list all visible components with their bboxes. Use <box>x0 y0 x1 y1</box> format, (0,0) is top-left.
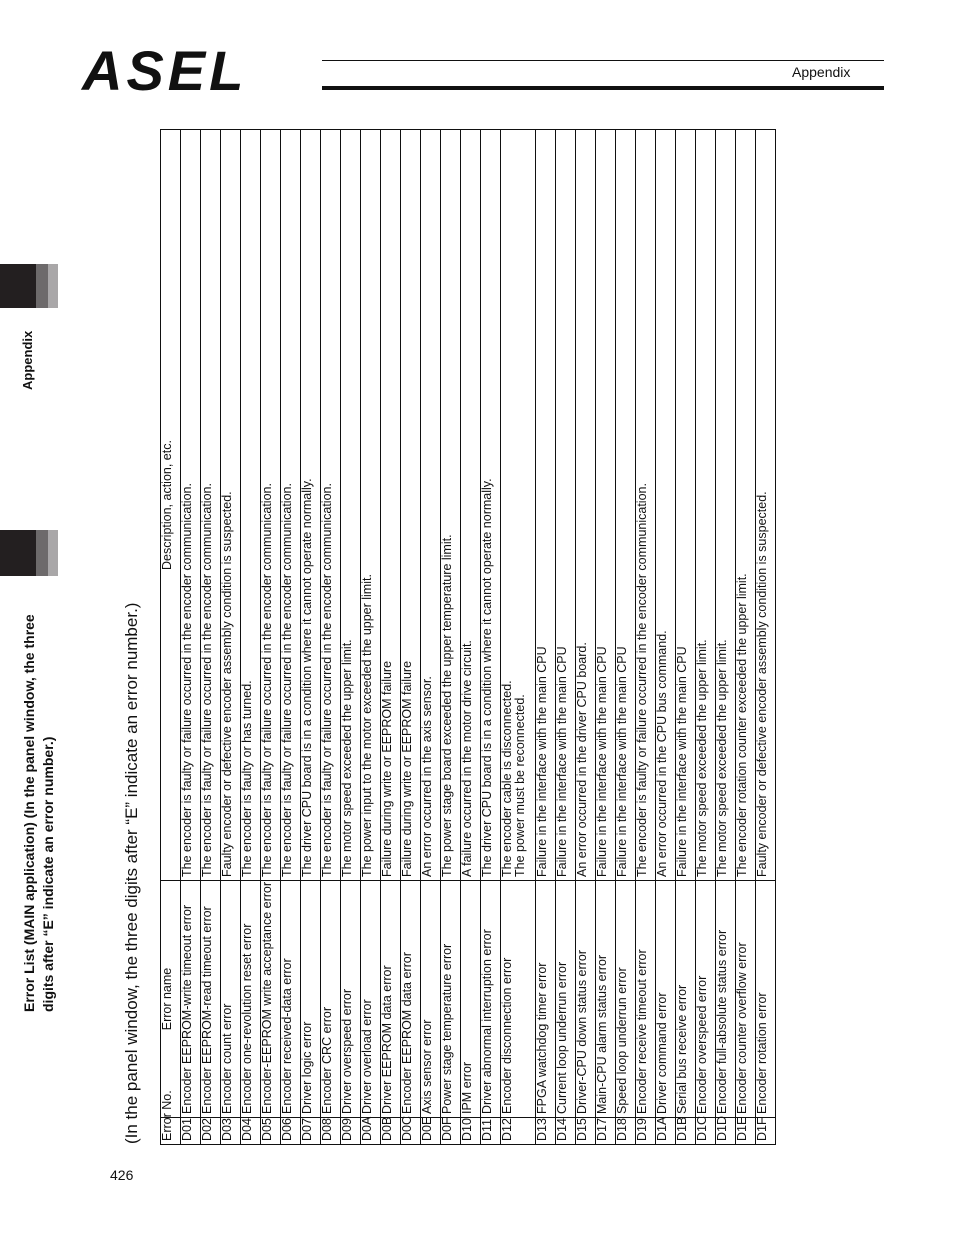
cell-error-no <box>715 1115 736 1145</box>
cell-error-name-text: Encoder EEPROM-write timeout error <box>180 904 194 1114</box>
cell-description <box>536 130 556 881</box>
cell-error-name <box>441 881 461 1118</box>
cell-error-no <box>556 1118 576 1145</box>
header-rule-thick <box>322 86 884 90</box>
cell-error-name <box>656 881 676 1118</box>
asel-logo <box>80 39 320 102</box>
cell-error-no-text: D13 <box>535 1118 549 1141</box>
cell-description-text: The power input to the motor exceeded the upper limit. <box>360 574 374 877</box>
cell-description-text: The driver CPU board is in a condition where it cannot operate normally. <box>300 478 314 877</box>
cell-error-no-text: D09 <box>340 1118 354 1141</box>
cell-error-name-text: Encoder count error <box>220 1003 234 1114</box>
cell-error-name-text: Power stage temperature error <box>440 943 454 1114</box>
cell-error-name-text: Encoder rotation error <box>755 992 769 1114</box>
table-row <box>201 130 221 1145</box>
cell-error-no-text: D04 <box>240 1118 254 1141</box>
cell-error-name <box>616 881 636 1118</box>
cell-description-text: Failure during write or EEPROM failure <box>380 660 394 877</box>
cell-error-name-text: Encoder EEPROM data error <box>400 952 414 1114</box>
cell-error-no-text: D19 <box>635 1118 649 1141</box>
cell-error-no <box>616 1118 636 1145</box>
cell-error-no-text: D12 <box>500 1118 514 1141</box>
cell-error-name <box>461 881 481 1118</box>
cell-error-name <box>281 881 301 1118</box>
cell-error-name <box>716 881 736 1118</box>
cell-error-name <box>501 881 536 1118</box>
cell-error-no-text: D10 <box>460 1118 474 1141</box>
cell-error-no-text: D05 <box>260 1118 274 1141</box>
cell-error-name <box>201 881 221 1118</box>
cell-error-no <box>501 1118 536 1145</box>
cell-error-name <box>381 881 401 1118</box>
cell-description-text: Failure in the interface with the main CPU <box>535 646 549 877</box>
cell-error-no <box>421 1118 441 1145</box>
cell-error-no-text: D0E <box>420 1116 434 1141</box>
cell-error-name-text: Speed loop underrun error <box>615 967 629 1114</box>
cell-error-name-text: Encoder EEPROM-read timeout error <box>200 906 214 1114</box>
cell-error-no <box>736 1118 756 1145</box>
cell-description <box>441 130 461 881</box>
cell-description <box>676 130 696 881</box>
cell-error-name <box>696 881 716 1118</box>
cell-error-name-text: Encoder disconnection error <box>500 957 514 1114</box>
cell-description <box>596 130 616 881</box>
cell-description-text: The motor speed exceeded the upper limit. <box>715 639 729 877</box>
cell-error-name-text: IPM error <box>460 1061 474 1114</box>
table-header-row <box>161 130 181 1145</box>
cell-error-no-text: D03 <box>220 1118 234 1141</box>
cell-description <box>281 130 301 881</box>
cell-error-no <box>221 1118 241 1145</box>
cell-description-text: The encoder is faulty or has turned. <box>240 680 254 877</box>
table-row <box>696 130 716 1145</box>
cell-description <box>181 130 201 881</box>
cell-error-no <box>656 1118 676 1145</box>
table-row <box>381 130 401 1145</box>
table-row <box>361 130 381 1145</box>
logo-text: ASEL <box>82 39 248 102</box>
cell-error-name-text: Encoder counter overflow error <box>735 942 749 1114</box>
table-row <box>341 130 361 1145</box>
cell-description <box>576 130 596 881</box>
cell-error-name-text: Encoder-EEPROM write acceptance error <box>260 881 274 1114</box>
cell-error-no-text: D0F <box>440 1117 454 1141</box>
cell-description <box>756 130 776 881</box>
cell-description <box>716 130 736 881</box>
cell-error-name <box>736 881 756 1118</box>
cell-error-no-text: D1F <box>755 1117 769 1141</box>
cell-description-text: The motor speed exceeded the upper limit. <box>340 639 354 877</box>
cell-error-name-text: Driver abnormal interruption error <box>480 929 494 1114</box>
header-section-label: Appendix <box>792 64 851 80</box>
cell-description <box>401 130 421 881</box>
cell-error-no-text: D1D <box>715 1115 729 1141</box>
cell-error-no <box>281 1118 301 1145</box>
error-table-container <box>160 130 792 1145</box>
cell-description <box>636 130 656 881</box>
cell-description-text: A failure occurred in the motor drive circuit. <box>460 640 474 877</box>
cell-error-no <box>341 1118 361 1145</box>
cell-error-name-text: Driver overload error <box>360 999 374 1114</box>
cell-description-text: The encoder is faulty or failure occurred in the encoder communication. <box>200 483 214 877</box>
cell-error-no-text: D18 <box>615 1118 629 1141</box>
cell-error-no-text: D14 <box>555 1118 569 1141</box>
cell-error-name <box>361 881 381 1118</box>
section-title: Error List (MAIN application) (In the panel window, the three digits after “E” indicate an error number.) <box>21 614 56 1012</box>
cell-error-name <box>261 881 281 1118</box>
cell-error-no-text: D02 <box>200 1118 214 1141</box>
cell-error-no <box>321 1118 341 1145</box>
cell-error-no <box>481 1118 501 1145</box>
table-row <box>536 130 556 1145</box>
section-subtitle: (In the panel window, the three digits after “E” indicate an error number.) <box>122 602 141 1144</box>
cell-error-no-text: D0B <box>380 1116 394 1141</box>
cell-error-name <box>221 881 241 1118</box>
cell-error-name <box>421 881 441 1118</box>
cell-error-name-text: Driver overspeed error <box>340 988 354 1114</box>
table-row <box>401 130 421 1145</box>
cell-error-name-text: Serial bus receive error <box>675 984 689 1114</box>
table-row <box>481 130 501 1145</box>
cell-description <box>301 130 321 881</box>
header-description: Description, action, etc. <box>161 130 181 881</box>
cell-description-text: Failure in the interface with the main CPU <box>675 646 689 877</box>
cell-description <box>201 130 221 881</box>
cell-error-no <box>756 1118 776 1145</box>
header-error-name: Error name <box>161 881 181 1118</box>
cell-error-no <box>361 1118 381 1145</box>
cell-error-no-text: D07 <box>300 1118 314 1141</box>
cell-error-name-text: Axis sensor error <box>420 1019 434 1114</box>
cell-error-name <box>321 881 341 1118</box>
table-row <box>716 130 736 1145</box>
cell-error-name <box>401 881 421 1118</box>
cell-error-no-text: D1E <box>735 1116 749 1141</box>
table-row <box>281 130 301 1145</box>
table-row <box>636 130 656 1145</box>
cell-description-text: The encoder is faulty or failure occurred in the encoder communication. <box>260 483 274 877</box>
cell-description-text: The encoder rotation counter exceeded the upper limit. <box>735 573 749 877</box>
table-row <box>576 130 596 1145</box>
cell-description <box>461 130 481 881</box>
cell-error-no-text: D1A <box>655 1116 669 1141</box>
cell-description-text: The driver CPU board is in a condition where it cannot operate normally. <box>480 478 494 877</box>
cell-error-no <box>301 1118 321 1145</box>
cell-error-name <box>481 881 501 1118</box>
cell-description-text: An error occurred in the CPU bus command. <box>655 630 669 877</box>
table-row <box>676 130 696 1145</box>
cell-error-name-text: Encoder one-revolution reset error <box>240 923 254 1114</box>
cell-error-name-text: Driver command error <box>655 992 669 1114</box>
cell-error-no <box>441 1118 461 1145</box>
cell-error-name-text: Driver logic error <box>300 1021 314 1114</box>
cell-description <box>341 130 361 881</box>
side-tab-bottom <box>0 530 40 576</box>
cell-description-text: Failure during write or EEPROM failure <box>400 660 414 877</box>
cell-error-no <box>181 1118 201 1145</box>
cell-description-text: The encoder is faulty or failure occurred in the encoder communication. <box>320 483 334 877</box>
cell-description-text: Failure in the interface with the main CPU <box>555 646 569 877</box>
cell-error-name <box>596 881 616 1118</box>
cell-description-text: Failure in the interface with the main CPU <box>595 646 609 877</box>
cell-error-name-text: Driver EEPROM data error <box>380 965 394 1114</box>
cell-error-no <box>695 1115 716 1145</box>
table-row <box>616 130 636 1145</box>
cell-error-name-text: Driver-CPU down status error <box>575 950 589 1114</box>
cell-error-no <box>241 1118 261 1145</box>
table-row <box>556 130 576 1145</box>
table-row <box>461 130 481 1145</box>
cell-error-no <box>461 1118 481 1145</box>
cell-error-name <box>576 881 596 1118</box>
cell-error-name <box>181 881 201 1118</box>
cell-description <box>656 130 676 881</box>
cell-description-text: An error occurred in the axis sensor. <box>420 676 434 877</box>
header-error-no: Error No. <box>161 1118 181 1145</box>
table-row <box>756 130 776 1145</box>
cell-error-no-text: D17 <box>595 1118 609 1141</box>
cell-description-text: An error occurred in the driver CPU board. <box>575 642 589 877</box>
table-row <box>221 130 241 1145</box>
cell-description <box>241 130 261 881</box>
cell-description-text: The encoder is faulty or failure occurred in the encoder communication. <box>180 483 194 877</box>
cell-error-no-text: D15 <box>575 1118 589 1141</box>
cell-error-no <box>261 1118 281 1145</box>
cell-error-name-text: Encoder received-data error <box>280 958 294 1114</box>
cell-description-text: Faulty encoder or defective encoder assembly condition is suspected. <box>755 491 769 877</box>
table-row <box>321 130 341 1145</box>
cell-error-name-text: Main-CPU alarm status error <box>595 954 609 1114</box>
table-row <box>656 130 676 1145</box>
cell-error-name <box>241 881 261 1118</box>
cell-description-text: The encoder cable is disconnected. <box>500 680 514 877</box>
cell-error-name-text: FPGA watchdog timer error <box>535 962 549 1114</box>
cell-error-no-text: D0C <box>400 1115 414 1141</box>
cell-description <box>501 130 536 881</box>
cell-error-name <box>536 881 556 1118</box>
cell-description <box>221 130 241 881</box>
cell-error-no <box>400 1115 421 1145</box>
cell-description <box>261 130 281 881</box>
cell-error-no <box>576 1118 596 1145</box>
cell-error-name <box>676 881 696 1118</box>
cell-description-text: Failure in the interface with the main CPU <box>615 646 629 877</box>
table-row <box>241 130 261 1145</box>
cell-description <box>321 130 341 881</box>
side-tab-label: Appendix <box>20 330 35 390</box>
cell-error-no-text: D08 <box>320 1118 334 1141</box>
table-row <box>301 130 321 1145</box>
cell-error-no <box>676 1118 696 1145</box>
cell-description-text: The motor speed exceeded the upper limit. <box>695 639 709 877</box>
error-list-table <box>160 129 776 1145</box>
cell-error-name-text: Encoder receive timeout error <box>635 949 649 1114</box>
cell-error-no-text: D01 <box>180 1118 194 1141</box>
cell-error-name <box>756 881 776 1118</box>
cell-description <box>556 130 576 881</box>
cell-error-name <box>301 881 321 1118</box>
cell-error-no <box>636 1118 656 1145</box>
cell-error-name-text: Encoder overspeed error <box>695 975 709 1114</box>
cell-description <box>381 130 401 881</box>
cell-description-line2: The power must be reconnected. <box>513 694 527 877</box>
cell-error-no <box>536 1118 556 1145</box>
page-number: 426 <box>110 1167 134 1183</box>
cell-description <box>481 130 501 881</box>
cell-error-no-text: D1C <box>695 1115 709 1141</box>
table-row <box>501 130 536 1145</box>
cell-error-no-text: D11 <box>480 1118 494 1141</box>
cell-error-no <box>596 1118 616 1145</box>
table-row <box>596 130 616 1145</box>
cell-description-text: The encoder is faulty or failure occurred in the encoder communication. <box>635 483 649 877</box>
cell-error-name-text: Encoder full-absolute status error <box>715 929 729 1114</box>
cell-error-no-text: D1B <box>675 1116 689 1141</box>
cell-error-no <box>201 1118 221 1145</box>
cell-description <box>361 130 381 881</box>
cell-error-no <box>381 1118 401 1145</box>
side-tab-top <box>0 264 40 308</box>
cell-error-no-text: D06 <box>280 1118 294 1141</box>
cell-description <box>736 130 756 881</box>
cell-error-name <box>341 881 361 1118</box>
cell-description <box>616 130 636 881</box>
cell-description-text: Faulty encoder or defective encoder assembly condition is suspected. <box>220 491 234 877</box>
cell-description <box>421 130 441 881</box>
cell-description-text: The power stage board exceeded the upper temperature limit. <box>440 534 454 877</box>
table-row <box>441 130 461 1145</box>
table-row <box>181 130 201 1145</box>
table-row <box>736 130 756 1145</box>
cell-error-name-text: Encoder CRC error <box>320 1007 334 1114</box>
cell-error-name <box>556 881 576 1118</box>
header-rule-thin <box>322 60 884 61</box>
cell-error-name-text: Current loop underrun error <box>555 961 569 1114</box>
cell-description-text: The encoder is faulty or failure occurred in the encoder communication. <box>280 483 294 877</box>
table-row <box>261 130 281 1145</box>
table-body <box>181 130 776 1145</box>
cell-error-name <box>636 881 656 1118</box>
cell-description <box>696 130 716 881</box>
table-row <box>421 130 441 1145</box>
cell-error-no-text: D0A <box>360 1116 374 1141</box>
